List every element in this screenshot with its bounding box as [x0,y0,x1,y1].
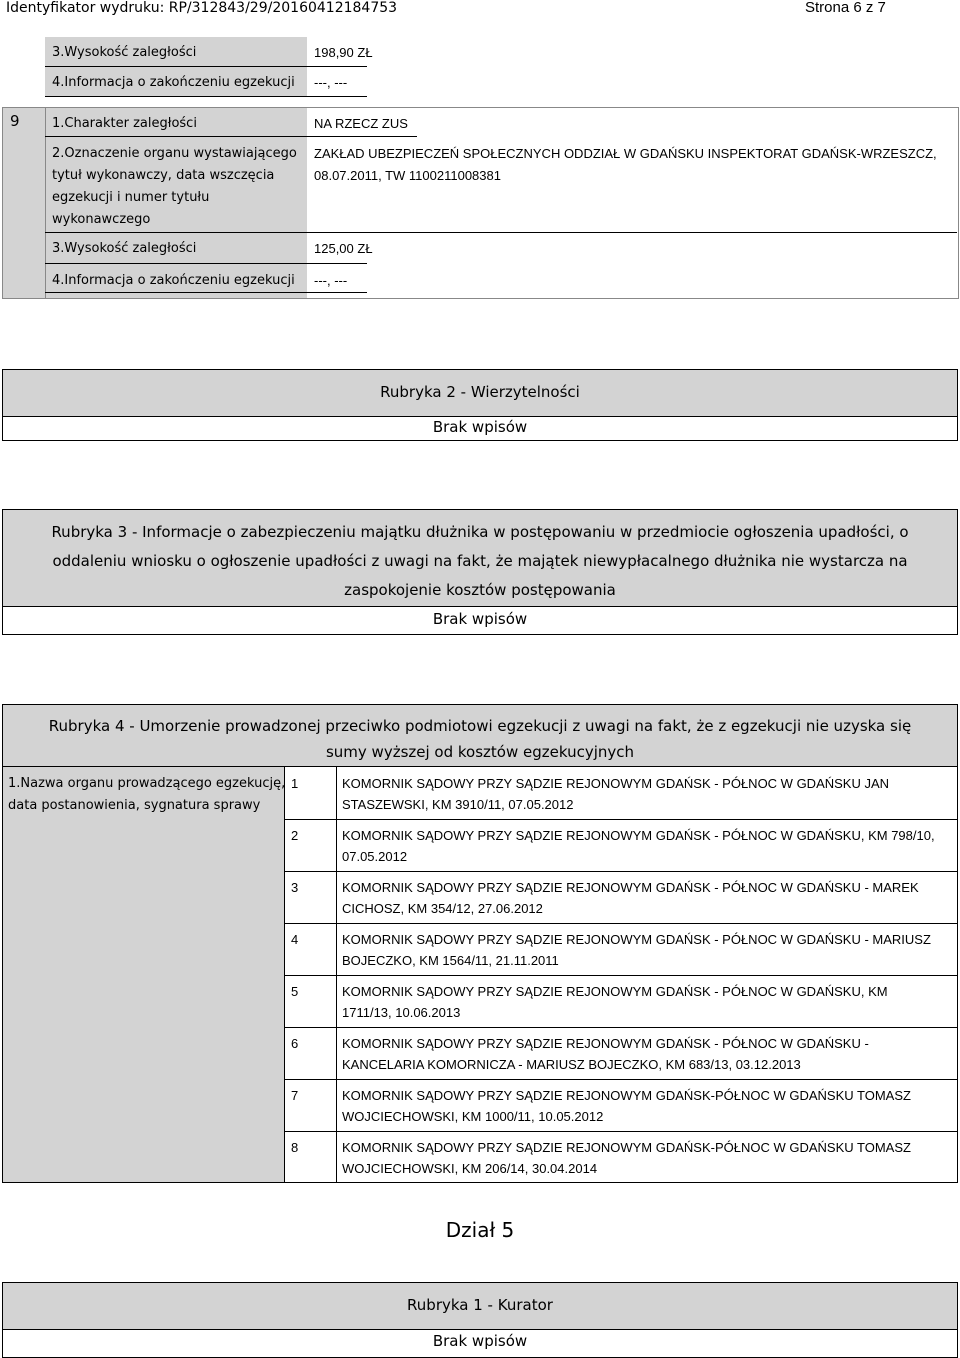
entry-separator [285,1079,957,1080]
entry-text-line1: KOMORNIK SĄDOWY PRZY SĄDZIE REJONOWYM GDAŃSK-PÓŁNOC W GDAŃSKU TOMASZ [342,1088,911,1103]
rubryka-3-title-line3: zaspokojenie kosztów postępowania [344,581,616,599]
dzial-5-title: Dział 5 [445,1218,515,1242]
entry-number: 6 [291,1036,299,1051]
entry-text-line2: WOJCIECHOWSKI, KM 206/14, 30.04.2014 [342,1161,598,1176]
nazwa-organu-label-line2: data postanowienia, sygnatura sprawy [8,798,261,813]
oznaczenie-label-line2: tytuł wykonawczy, data wszczęcia [52,168,275,183]
entry-text-line2: WOJCIECHOWSKI, KM 1000/11, 10.05.2012 [342,1109,604,1124]
entry-separator [285,923,957,924]
entry-separator [285,1131,957,1132]
informacja-value: ---, --- [314,273,348,288]
rubryka-3-title-line1: Rubryka 3 - Informacje o zabezpieczeniu majątku dłużnika w postępowaniu w przedmiocie ogłoszenia upadłości, o [51,523,909,541]
entry-separator [285,871,957,872]
entry-text-line1: KOMORNIK SĄDOWY PRZY SĄDZIE REJONOWYM GDAŃSK - PÓŁNOC W GDAŃSKU JAN [342,776,890,791]
rubryka-2-title: Rubryka 2 - Wierzytelności [380,383,580,401]
dzial-5-rubryka-1-title: Rubryka 1 - Kurator [407,1296,553,1314]
rubryka-3-empty: Brak wpisów [432,610,528,628]
entry-number: 2 [291,828,299,843]
charakter-label: 1.Charakter zaległości [52,116,197,131]
prev-informacja-value: ---, --- [314,75,348,90]
entry-text-line2: 07.05.2012 [342,849,408,864]
prev-informacja-label: 4.Informacja o zakończeniu egzekucji [52,75,295,90]
entry-separator [285,1027,957,1028]
oznaczenie-value-line1: ZAKŁAD UBEZPIECZEŃ SPOŁECZNYCH ODDZIAŁ W GDAŃSKU INSPEKTORAT GDAŃSK-WRZESZCZ, [314,146,937,161]
rubryka-4-title-line1: Rubryka 4 - Umorzenie prowadzonej przeciwko podmiotowi egzekucji z uwagi na fakt, że z egzekucji nie uzyska się [48,717,912,735]
entry-number: 1 [291,776,299,791]
rubryka-3-title-line2: oddaleniu wniosku o ogłoszenie upadłości z uwagi na fakt, że majątek niewypłacalnego dłużnika nie wystarcza na [52,552,908,570]
entry-text-line1: KOMORNIK SĄDOWY PRZY SĄDZIE REJONOWYM GDAŃSK-PÓŁNOC W GDAŃSKU TOMASZ [342,1140,911,1155]
item-number: 9 [10,112,20,130]
entry-separator [285,819,957,820]
prev-wysokosc-label: 3.Wysokość zaległości [52,45,197,60]
entry-number: 7 [291,1088,299,1103]
oznaczenie-value-line2: 08.07.2011, TW 1100211008381 [314,168,501,183]
wysokosc-value: 125,00 ZŁ [314,241,373,256]
entry-text-line2: CICHOSZ, KM 354/12, 27.06.2012 [342,901,543,916]
entry-text-line1: KOMORNIK SĄDOWY PRZY SĄDZIE REJONOWYM GDAŃSK - PÓŁNOC W GDAŃSKU - MARIUSZ [342,932,931,947]
entry-number: 3 [291,880,299,895]
nazwa-organu-label-line1: 1.Nazwa organu prowadzącego egzekucję, [8,776,286,791]
dzial-5-rubryka-1-empty: Brak wpisów [432,1332,528,1350]
prev-wysokosc-value: 198,90 ZŁ [314,45,373,60]
informacja-label: 4.Informacja o zakończeniu egzekucji [52,273,295,288]
entry-text-line2: STASZEWSKI, KM 3910/11, 07.05.2012 [342,797,574,812]
entry-text-line1: KOMORNIK SĄDOWY PRZY SĄDZIE REJONOWYM GDAŃSK - PÓŁNOC W GDAŃSKU - MAREK [342,880,919,895]
oznaczenie-label-line4: wykonawczego [52,212,151,227]
entry-text-line1: KOMORNIK SĄDOWY PRZY SĄDZIE REJONOWYM GDAŃSK - PÓŁNOC W GDAŃSKU, KM 798/10, [342,828,935,843]
wysokosc-label: 3.Wysokość zaległości [52,241,197,256]
oznaczenie-label-line1: 2.Oznaczenie organu wystawiającego [52,146,297,161]
rubryka-4-title-line2: sumy wyższej od kosztów egzekucyjnych [325,743,635,761]
charakter-value: NA RZECZ ZUS [314,116,408,131]
entry-text-line1: KOMORNIK SĄDOWY PRZY SĄDZIE REJONOWYM GDAŃSK - PÓŁNOC W GDAŃSKU - [342,1036,869,1051]
entry-separator [285,975,957,976]
entry-text-line1: KOMORNIK SĄDOWY PRZY SĄDZIE REJONOWYM GDAŃSK - PÓŁNOC W GDAŃSKU, KM [342,984,888,999]
oznaczenie-label-line3: egzekucji i numer tytułu [52,190,210,205]
entry-text-line2: BOJECZKO, KM 1564/11, 21.11.2011 [342,953,559,968]
entry-text-line2: 1711/13, 10.06.2013 [342,1005,461,1020]
print-identifier: Identyfikator wydruku: RP/312843/29/20160412184753 [6,0,398,16]
entry-number: 4 [291,932,299,947]
entry-number: 5 [291,984,299,999]
rubryka-2-empty: Brak wpisów [432,418,528,436]
page-number: Strona 6 z 7 [805,0,886,16]
entry-number: 8 [291,1140,299,1155]
entry-text-line2: KANCELARIA KOMORNICZA - MARIUSZ BOJECZKO, KM 683/13, 03.12.2013 [342,1057,801,1072]
